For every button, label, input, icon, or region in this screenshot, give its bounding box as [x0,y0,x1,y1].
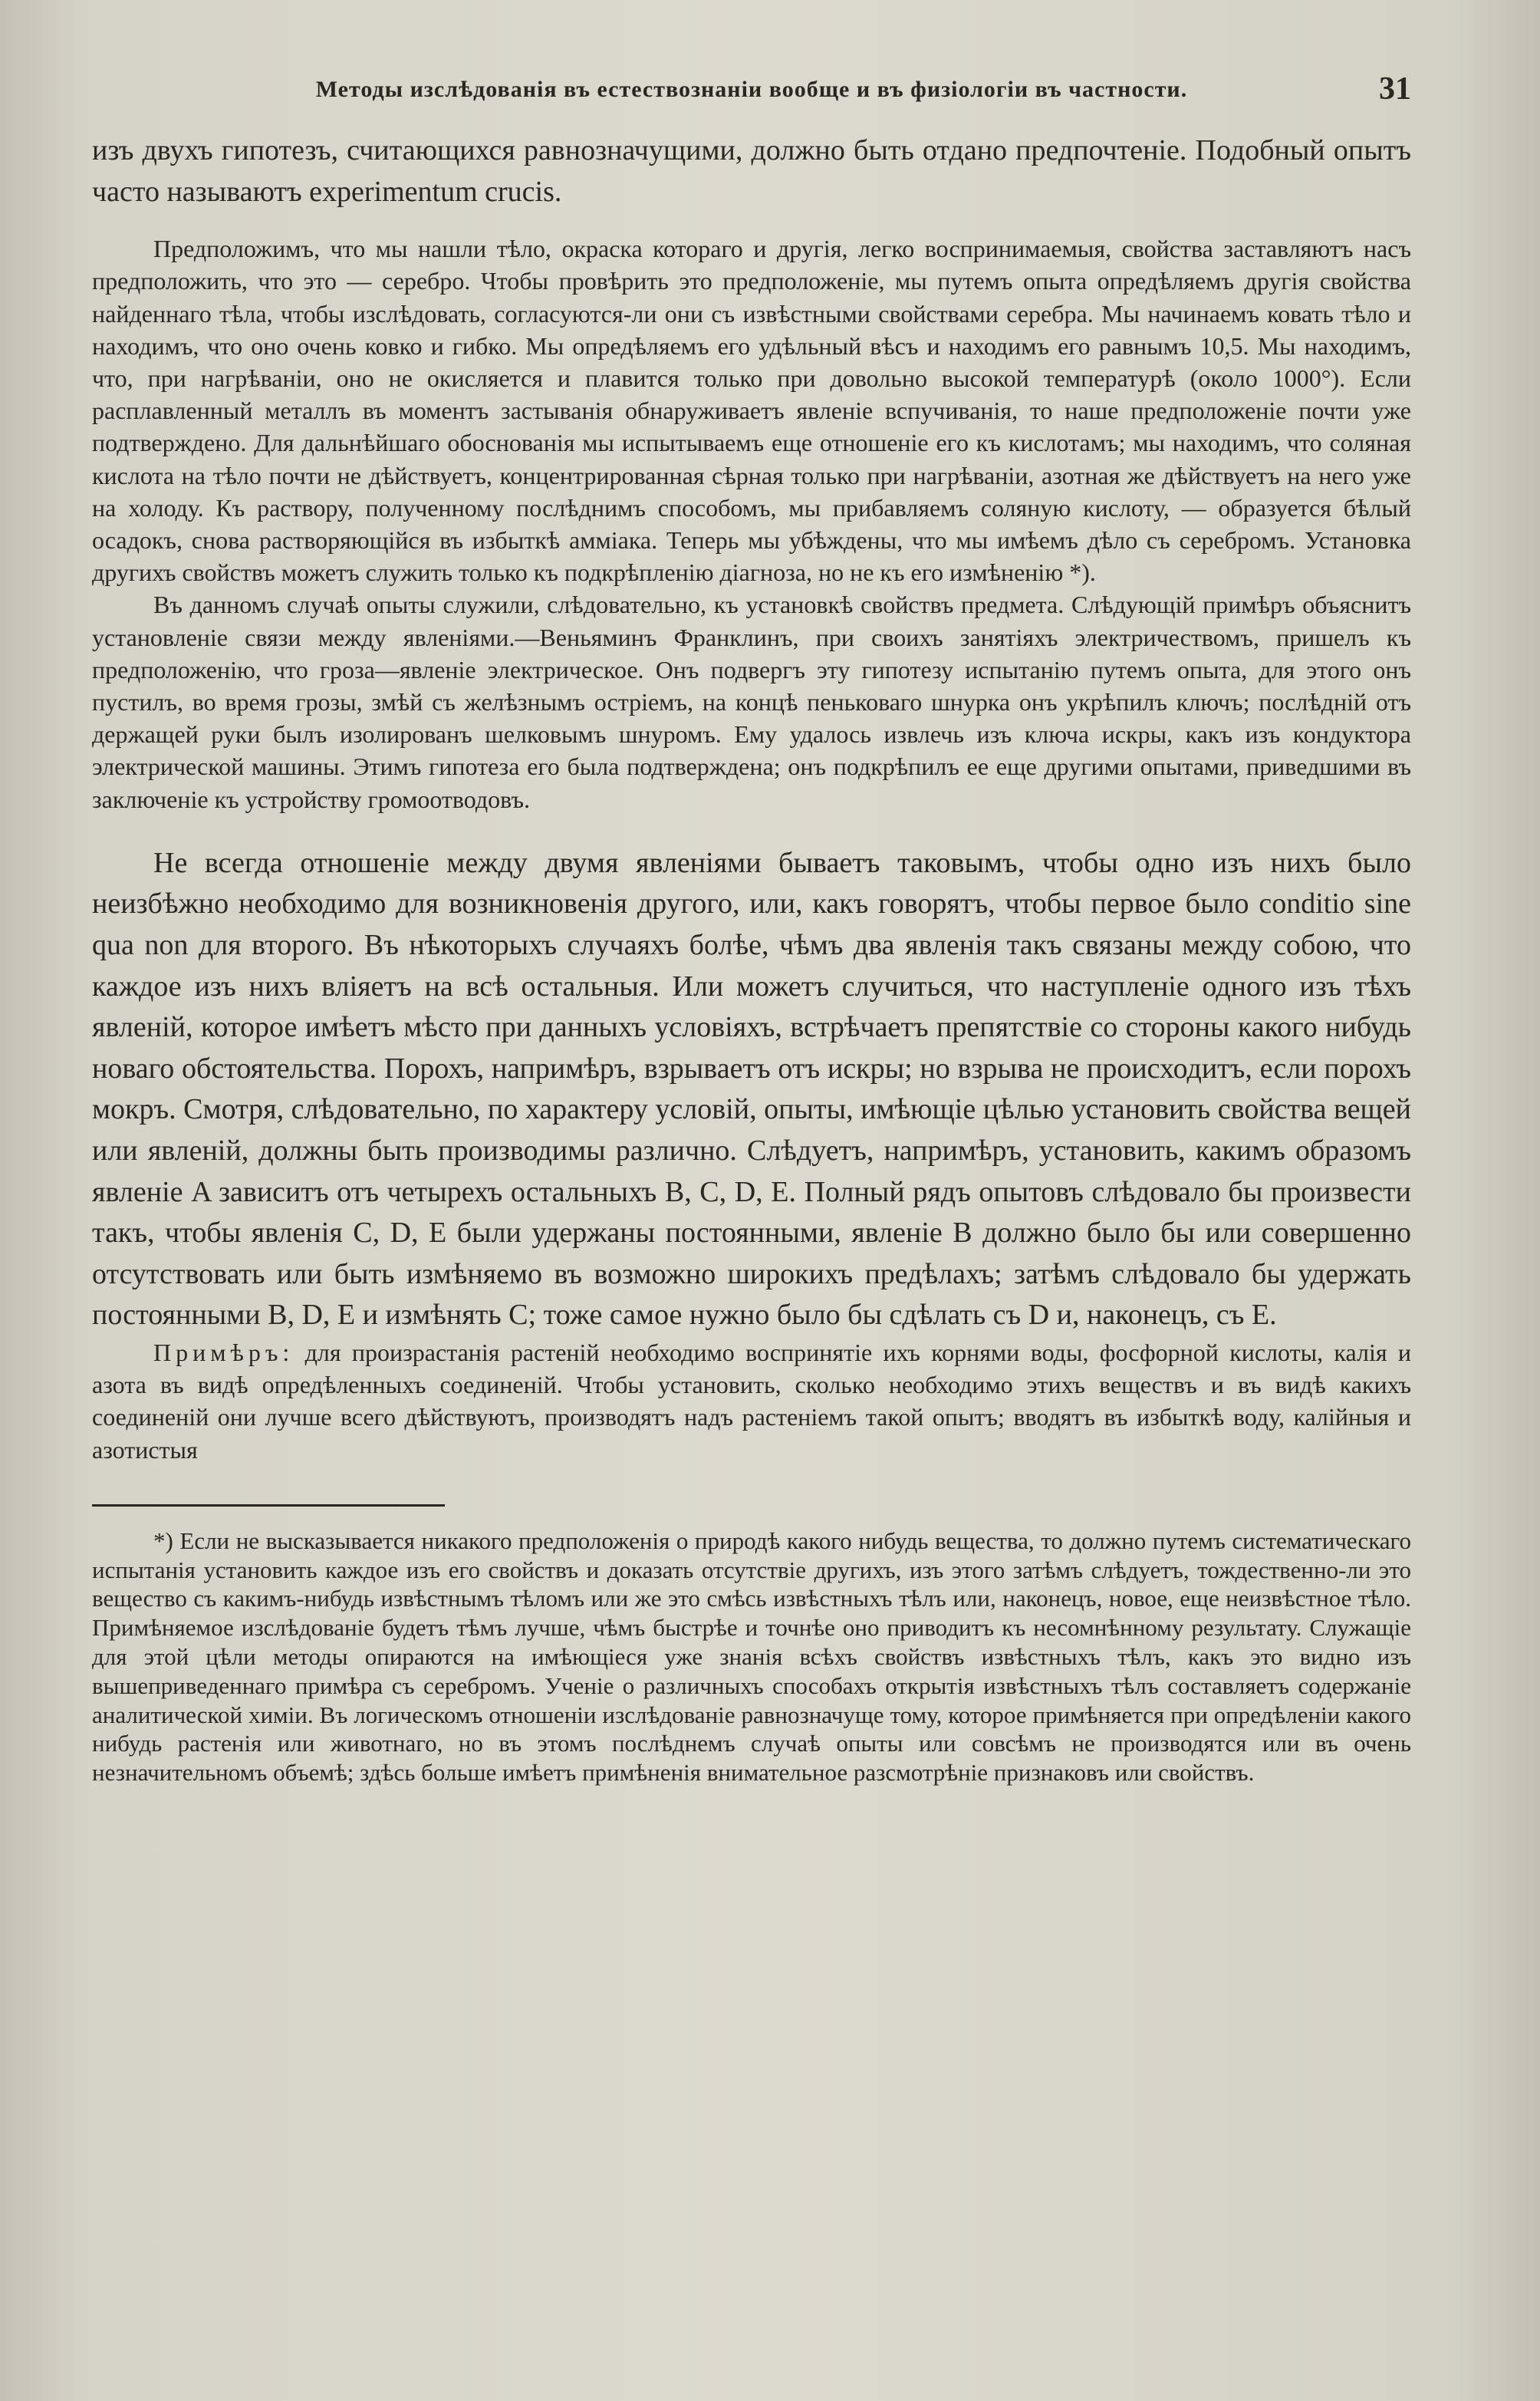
paragraph-continuation: изъ двухъ гипотезъ, считающихся равнозначущими, должно быть отдано предпочтеніе. Подобный опытъ часто называютъ experimentum crucis. [92,134,1411,208]
paragraph-plant-example [92,1336,1411,1466]
paragraph-relations: Не всегда отношеніе между двумя явленіями бываетъ таковымъ, чтобы одно изъ нихъ было неизбѣжно необходимо для возникновенія другого, или, какъ говорятъ, чтобы первое было conditio sine qua non для второго. Въ нѣкоторыхъ случаяхъ болѣе, чѣмъ два явленія такъ связаны между собою, что каждое изъ нихъ вліяетъ на всѣ остальныя. Или можетъ случиться, что наступленіе одного изъ тѣхъ явленій, которое имѣетъ мѣсто при данныхъ условіяхъ, встрѣчаетъ препятствіе со стороны какого нибудь новаго обстоятельства. Порохъ, напримѣръ, взрываетъ отъ искры; но взрыва не происходитъ, если порохъ мокръ. Смотря, слѣдовательно, по характеру условій, опыты, имѣющіе цѣлью установить свойства вещей или явленій, должны быть производимы различно. Слѣдуетъ, напримѣръ, установить, какимъ образомъ явленіе A зависитъ отъ четырехъ остальныхъ B, C, D, E. Полный рядъ опытовъ слѣдовало бы произвести такъ, чтобы явленія C, D, E были удержаны постоянными, явленіе B должно было бы или совершенно отсутствовать или быть измѣняемо въ возможно широкихъ предѣлахъ; затѣмъ слѣдовало бы удержать постоянными B, D, E и измѣнять C; тоже самое нужно было бы сдѣлать съ D и, наконецъ, съ E. [92,846,1411,1332]
paragraph-franklin-example: Въ данномъ случаѣ опыты служили, слѣдовательно, къ установкѣ свойствъ предмета. Слѣдующій примѣръ объяснитъ установленіе связи между явленіями.—Веньяминъ Франклинъ, при своихъ занятіяхъ электричествомъ, пришелъ къ предположенію, что гроза—явленіе электрическое. Онъ подвергъ эту гипотезу испытанію путемъ опыта, для этого онъ пустилъ, во время грозы, змѣй съ желѣзнымъ остріемъ, на концѣ пеньковаго шнурка онъ укрѣпилъ ключъ; послѣдній отъ держащей руки былъ изолированъ шелковымъ шнуромъ. Ему удалось извлечь изъ ключа искры, какъ изъ кондуктора электрической машины. Этимъ гипотеза его была подтверждена; онъ подкрѣпилъ ее еще другими опытами, приведшими въ заключеніе къ устройству громоотводовъ. [92,591,1411,813]
footnote: *) Если не высказывается никакого предположенія о природѣ какого нибудь вещества, то должно путемъ систематическаго испытанія установить каждое изъ его свойствъ и доказать отсутствіе другихъ, изъ этого затѣмъ слѣдуетъ, тождественно-ли это вещество съ какимъ-нибудь извѣстнымъ тѣломъ или же это смѣсь извѣстныхъ тѣлъ или, наконецъ, новое, еще неизвѣстное тѣло. Примѣняемое изслѣдованіе будетъ тѣмъ лучше, чѣмъ быстрѣе и точнѣе оно приводитъ къ несомнѣнному результату. Служащіе для этой цѣли методы опираются на имѣющіеся уже знанія всѣхъ свойствъ извѣстныхъ тѣлъ, какъ это видно изъ вышеприведеннаго примѣра съ серебромъ. Ученіе о различныхъ способахъ открытія извѣстныхъ тѣлъ составляетъ содержаніе аналитической химіи. Въ логическомъ отношеніи изслѣдованіе равнозначуще тому, которое примѣняется при опредѣленіи какого нибудь растенія или животнаго, но въ этомъ послѣднемъ случаѣ опыты или совсѣмъ не производятся или въ очень незначительномъ объемѣ; здѣсь больше имѣетъ примѣненія внимательное разсмотрѣніе признаковъ или свойствъ. [92,1527,1411,1787]
running-title: Методы изслѣдованія въ естествознаніи вообще и въ физіологіи въ частности. [315,77,1188,102]
running-header [92,71,1411,107]
example-text: для произрастанія растеній необходимо воспринятіе ихъ корнями воды, фосфорной кислоты, калія и азота въ видѣ опредѣленныхъ соединеній. Чтобы установить, сколько необходимо этихъ веществъ и въ видѣ какихъ соединеній они лучше всего дѣйствуютъ, производятъ надъ растеніемъ такой опытъ; вводятъ въ избыткѣ воду, калійныя и азотистыя [92,1338,1411,1464]
example-lead: Примѣръ: [153,1338,295,1366]
page-number: 31 [1379,71,1411,107]
paragraph-silver-example: Предположимъ, что мы нашли тѣло, окраска котораго и другія, легко воспринимаемыя, свойства заставляютъ насъ предположить, что это — серебро. Чтобы провѣрить это предположеніе, мы путемъ опыта опредѣляемъ другія свойства найденнаго тѣла, чтобы изслѣдовать, согласуются-ли они съ извѣстными свойствами серебра. Мы начинаемъ ковать тѣло и находимъ, что оно очень ковко и гибко. Мы опредѣляемъ его удѣльный вѣсъ и находимъ его равнымъ 10,5. Мы находимъ, что, при нагрѣваніи, оно не окисляется и плавится только при довольно высокой температурѣ (около 1000°). Если расплавленный металлъ въ моментъ застыванія обнаруживаетъ явленіе вспучиванія, то наше предположеніе почти уже подтверждено. Для дальнѣйшаго обоснованія мы испытываемъ еще отношеніе его къ кислотамъ; мы находимъ, что соляная кислота на тѣло почти не дѣйствуетъ, концентрированная сѣрная только при нагрѣваніи, азотная же дѣйствуетъ на него уже на холоду. Къ раствору, полученному послѣднимъ способомъ, мы прибавляемъ соляную кислоту, — образуется бѣлый осадокъ, снова растворяющійся въ избыткѣ аммiака. Теперь мы убѣждены, что мы имѣемъ дѣло съ серебромъ. Установка другихъ свойствъ можетъ служить только къ подкрѣпленію діагноза, но не къ его измѣненію *). [92,235,1411,587]
footnote-divider [92,1504,445,1507]
page-content [92,71,1411,1787]
